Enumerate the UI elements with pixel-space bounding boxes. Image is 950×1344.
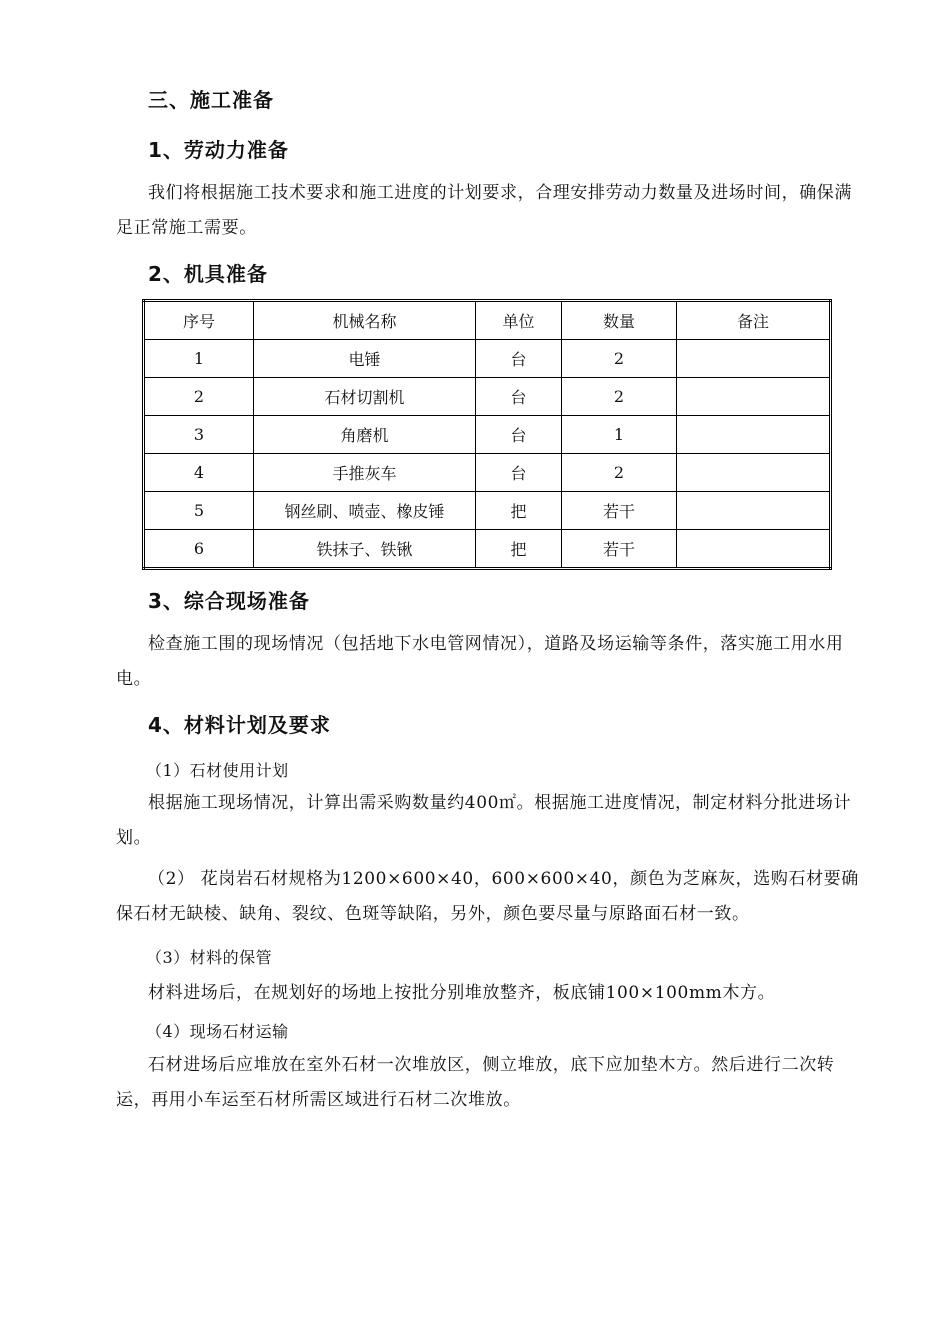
materials-heading: 4、材料计划及要求: [148, 713, 331, 737]
cell-quantity: 2: [562, 340, 677, 378]
table-row: [144, 340, 831, 378]
cell-name: 钢丝刷、喷壶、橡皮锤: [254, 492, 476, 530]
cell-quantity: 若干: [562, 530, 677, 569]
section-title: 三、施工准备: [148, 88, 274, 112]
machinery-table: [142, 299, 832, 570]
cell-unit: 台: [476, 378, 562, 416]
labor-heading: 1、劳动力准备: [148, 138, 289, 162]
cell-index: 1: [144, 340, 254, 378]
material-item3-title: （3）材料的保管: [146, 948, 273, 967]
cell-unit: 把: [476, 530, 562, 569]
table-row: [144, 378, 831, 416]
cell-remarks: [677, 340, 831, 378]
cell-unit: 台: [476, 454, 562, 492]
machinery-heading: 2、机具准备: [148, 262, 268, 286]
cell-name: 铁抹子、铁锹: [254, 530, 476, 569]
cell-quantity: 1: [562, 416, 677, 454]
cell-index: 6: [144, 530, 254, 569]
material-item4-text: 石材进场后应堆放在室外石材一次堆放区，侧立堆放，底下应加垫木方。然后进行二次转运，再用小车运至石材所需区域进行石材二次堆放。: [116, 1055, 835, 1110]
cell-unit: 台: [476, 416, 562, 454]
header-cell-unit: 单位: [476, 301, 562, 340]
cell-quantity: 2: [562, 454, 677, 492]
cell-remarks: [677, 454, 831, 492]
cell-index: 3: [144, 416, 254, 454]
cell-index: 2: [144, 378, 254, 416]
cell-name: 手推灰车: [254, 454, 476, 492]
material-item1-title: （1）石材使用计划: [146, 761, 289, 780]
header-cell-remarks: 备注: [677, 301, 831, 340]
table-row: [144, 492, 831, 530]
table-row: [144, 454, 831, 492]
cell-name: 石材切割机: [254, 378, 476, 416]
site-heading: 3、综合现场准备: [148, 589, 310, 613]
cell-unit: 台: [476, 340, 562, 378]
table-row: [144, 530, 831, 569]
cell-remarks: [677, 530, 831, 569]
cell-remarks: [677, 378, 831, 416]
cell-name: 角磨机: [254, 416, 476, 454]
material-item1-text: 根据施工现场情况，计算出需采购数量约400㎡。根据施工进度情况，制定材料分批进场计划。: [116, 793, 852, 848]
header-cell-name: 机械名称: [254, 301, 476, 340]
table-row: [144, 416, 831, 454]
table-header-row: [144, 301, 831, 340]
header-cell-index: 序号: [144, 301, 254, 340]
cell-remarks: [677, 492, 831, 530]
labor-paragraph: 我们将根据施工技术要求和施工进度的计划要求，合理安排劳动力数量及进场时间，确保满足正常施工需要。: [116, 183, 852, 238]
header-cell-quantity: 数量: [562, 301, 677, 340]
cell-unit: 把: [476, 492, 562, 530]
material-item4-title: （4）现场石材运输: [146, 1022, 289, 1041]
cell-index: 5: [144, 492, 254, 530]
cell-index: 4: [144, 454, 254, 492]
cell-quantity: 2: [562, 378, 677, 416]
cell-remarks: [677, 416, 831, 454]
site-paragraph: 检查施工围的现场情况（包括地下水电管网情况），道路及场运输等条件，落实施工用水用电。: [116, 634, 844, 689]
cell-name: 电锤: [254, 340, 476, 378]
material-item3-text: 材料进场后，在规划好的场地上按批分别堆放整齐，板底铺100×100mm木方。: [148, 983, 776, 1003]
cell-quantity: 若干: [562, 492, 677, 530]
material-item2-text: （2） 花岗岩石材规格为1200×600×40，600×600×40，颜色为芝麻灰，选购石材要确保石材无缺棱、缺角、裂纹、色斑等缺陷，另外，颜色要尽量与原路面石材一致。: [116, 869, 859, 924]
